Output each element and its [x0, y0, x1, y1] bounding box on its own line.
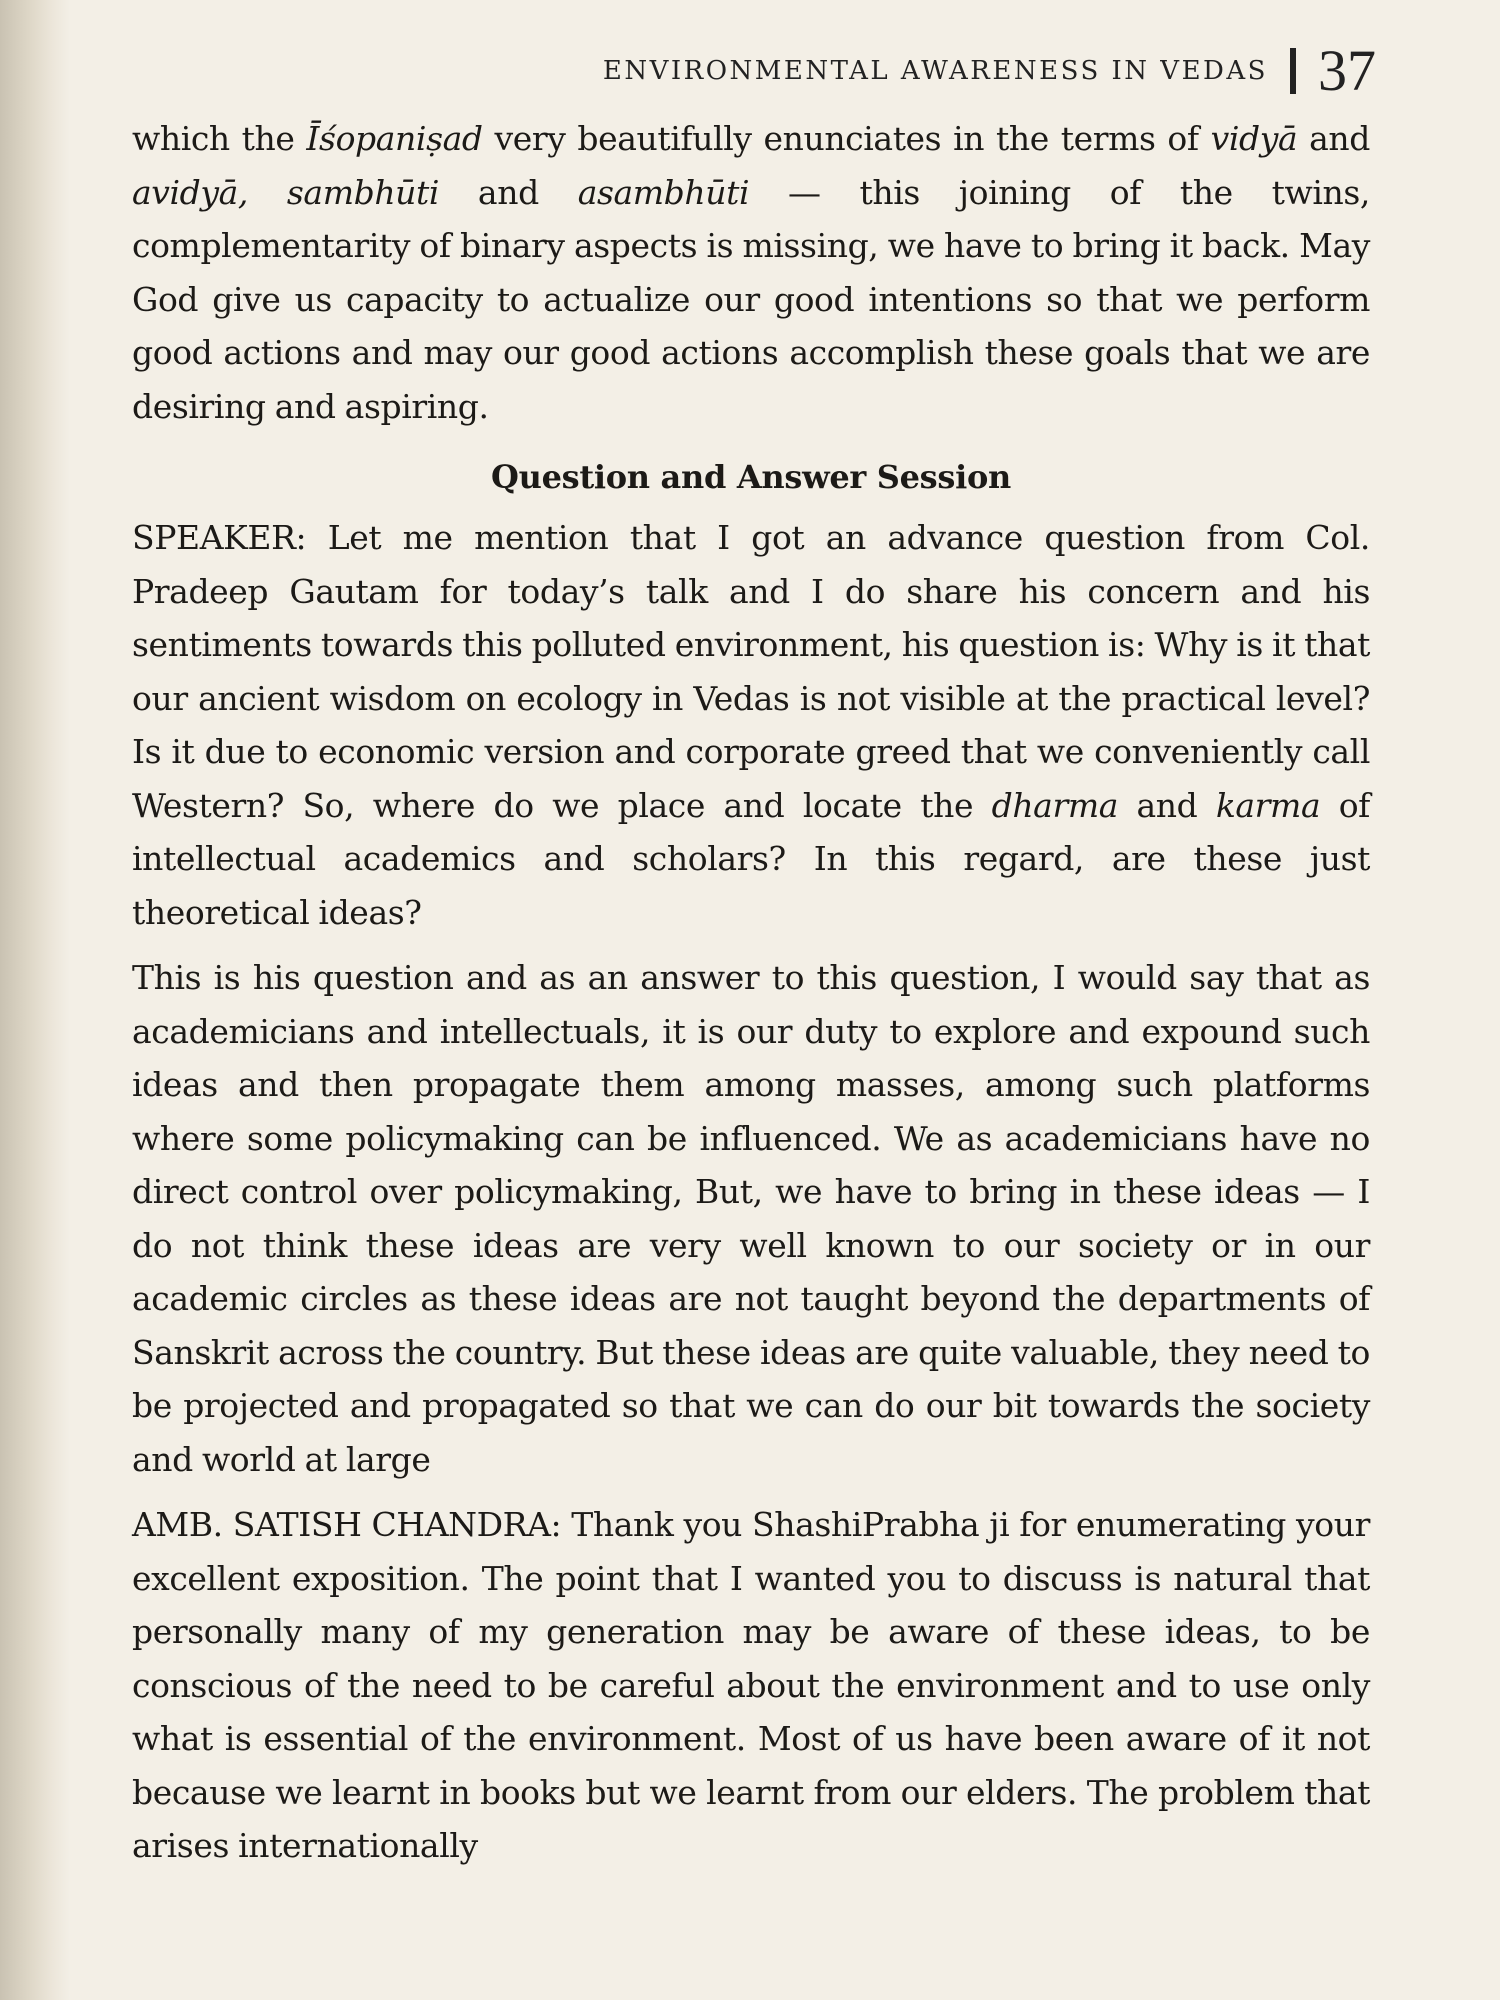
- text-run: which the: [132, 119, 307, 158]
- text-run: SPEAKER: Let me mention that I got an advance question from Col. Pradeep Gautam for today’s talk and I do share his concern and his sentiments towards this polluted environment, his question is: Why is it that our ancient wisdom on ecology in Vedas is not visible at the practical level? Is it due to economic version and corporate greed that we conveniently call Western? So, where do we place and locate the: [132, 518, 1370, 825]
- text-run: and: [1118, 785, 1216, 825]
- paragraph-continuation: [132, 112, 1370, 433]
- text-run: very beautifully enunciates in the terms of: [482, 119, 1211, 158]
- paragraph-speaker-question: [132, 511, 1370, 939]
- running-head-rule: [1290, 48, 1296, 94]
- text-run: — this joining of the twins, complementarity of binary aspects is missing, we have to bring it back. May God give us capacity to actualize our good intentions so that we perform good actions and may our good actions accomplish these goals that we are desiring and aspiring.: [132, 172, 1370, 426]
- text-run: of intellectual academics and scholars? In this regard, are these just theoretical ideas?: [132, 785, 1370, 932]
- italic-term-isopanisad: Īśopaniṣad: [306, 119, 483, 158]
- body-text: [132, 112, 1370, 1873]
- text-run: and: [439, 172, 578, 212]
- running-head: [602, 38, 1376, 103]
- section-heading: Question and Answer Session: [491, 458, 1011, 496]
- italic-term-vidya: vidyā: [1210, 119, 1298, 158]
- italic-term-dharma: dharma: [991, 785, 1118, 825]
- paragraph-amb-satish-chandra: AMB. SATISH CHANDRA: Thank you ShashiPrabha ji for enumerating your excellent exposition. The point that I wanted you to discuss is natural that personally many of my generation may be aware of these ideas, to be conscious of the need to be careful about the environment and to use only what is essential of the environment. Most of us have been aware of it not because we learnt in books but we learnt from our elders. The problem that arises internationally: [132, 1505, 1370, 1865]
- italic-term-avidya-sambhuti: avidyā, sambhūti: [132, 172, 440, 212]
- italic-term-asambhuti: asambhūti: [577, 172, 750, 212]
- page-number: 37: [1318, 38, 1376, 103]
- page-spine-shadow: [0, 0, 70, 2000]
- running-head-title: ENVIRONMENTAL AWARENESS IN VEDAS: [602, 56, 1268, 86]
- italic-term-karma: karma: [1215, 785, 1321, 825]
- text-run: and: [1297, 119, 1370, 158]
- paragraph-speaker-answer: This is his question and as an answer to this question, I would say that as academicians and intellectuals, it is our duty to explore and expound such ideas and then propagate them among masses, among such platforms where some policymaking can be influenced. We as academicians have no direct control over policymaking, But, we have to bring in these ideas — I do not think these ideas are very well known to our society or in our academic circles as these ideas are not taught beyond the departments of Sanskrit across the country. But these ideas are quite valuable, they need to be projected and propagated so that we can do our bit towards the society and world at large: [132, 958, 1370, 1479]
